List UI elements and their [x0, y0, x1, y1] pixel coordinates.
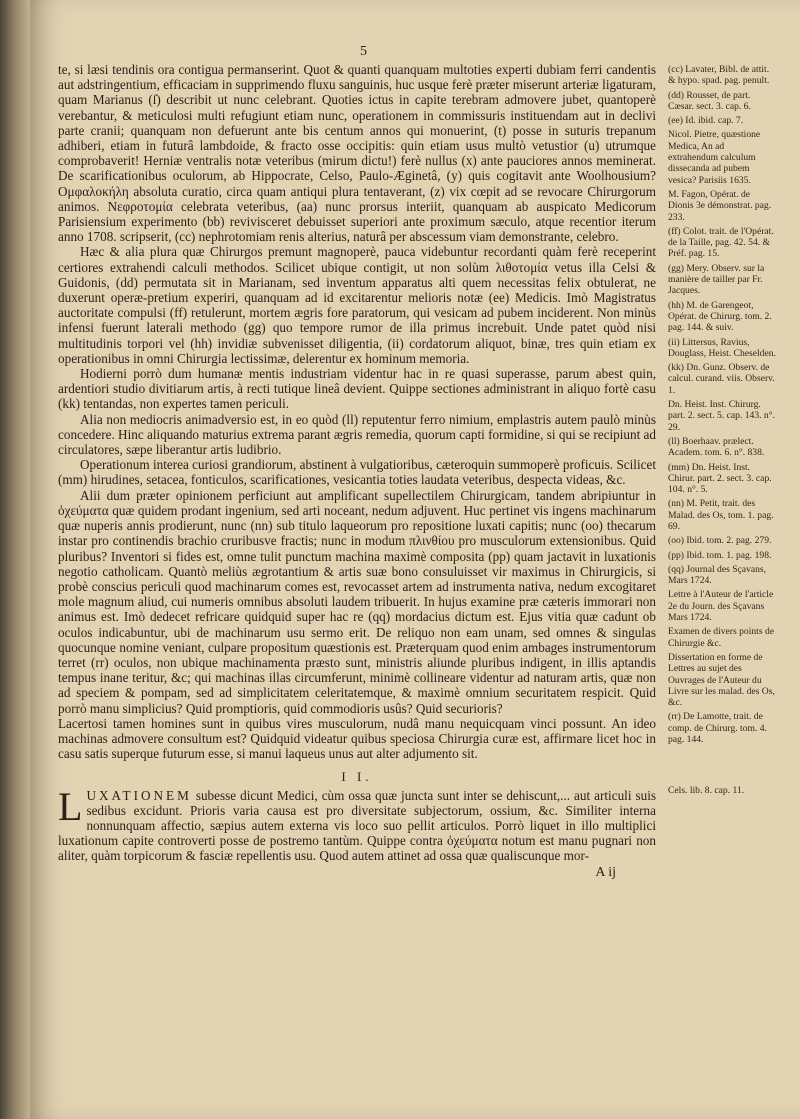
margin-note: (pp) Ibid. tom. 1. pag. 198.	[668, 549, 772, 561]
paragraph: Alii dum præter opinionem perficiunt aut amplificant supellectilem Chirurgicam, tandem abripiuntur in ὀχεύματα quæ quidem prodant ingenium, sed arti noceant, nedum adjuvent. Huc pertinet vis ingens machinarum quæ nuperis annis prodierunt, nunc (nn) sub titulo laqueorum pro repositione luxati capitis; nunc (oo) thecarum instar pro continendis brachio cruribusve fractis; nunc in modum πλινθίου pro musculorum extensionibus. Quid pluribus? Inventori si fides est, omne tulit punctum machina maximè composita (pp) quam jactavit in luxationis negotio catholicam. Quantò meliùs ægrotantium & artis suæ bono consuluisset vir maximus in Chirurgicis, si probè conscius periculi quod machinarum comes est, revocasset artem ad instrumenta nativa, nedum excogitaret mole magnum aliud, cui numeris omnibus absoluti laudem tribuerit. In hujus examine præ cæteris immorari non animus est. Imò dedecet refricare quidquid super hac re (qq) mordacius dictum est. Ejus vitia quæ cadunt ob oculos indicabuntur, ubi de machinarum usu sermo erit. De reliquo non eam unam, sed omnes & singulas quocunque nomine veniant, culpare propositum quæstionis est. Præterquam quod enim ambages instrumentorum terret (rr) oculos, non ubique machinamenta præsto sunt, ministris aliunde pluribus indigent, in illis aptandis tempus inane teritur, &c; qui machinas illas circumferunt, minimè collineare videntur ad naturam artis, quæ non ad speciem & pompam, sed ad simplicitatem celeritatemque, & maximè omnium securitatem respicit. Quid porrò manu simplicius? Quid promptioris, quid commodioris usûs? Quid securioris?	[58, 487, 656, 716]
paragraph: Hæc & alia plura quæ Chirurgos premunt magnoperè, pauca videbuntur recordanti quàm ferè receperint certiores extrahendi calculi methodos. Scilicet ubique contigit, ut non solùm λιθοτομία vetus illa Celsi & Guidonis, (dd) permutata sit in Marianam, sed inventum apparatus alti quem necessitas felix obtulerat, ne duxerunt operæ-pretium experiri, quanquam ad id excitarentur melioris notæ (ee) Medicis. Imò Magistratus auctoritate compulsi (ff) retulerunt, mortem ægris fore paratorum, qui vesicam ad pubem inciderent. Non minùs infensi fuerunt laterali methodo (gg) quo tempore rumor de illa primus increbuit. Unde patet quòd nisi multitudinis torpori vel (hh) invidiæ subvenisset diligentia, (ii) cordatorum aliquot, binæ, tres quin etiam ex operationibus in omni Chirurgia lectissimæ, delerentur ex hominum memoria.	[58, 244, 656, 366]
section-lead-word: UXATIONEM	[86, 787, 192, 803]
margin-note: (cc) Lavater, Bibl. de attit. & hypo. spad. pag. penult.	[668, 64, 770, 87]
margin-note: (ff) Colot. trait. de l'Opérat. de la Taille, pag. 42. 54. & Préf. pag. 15.	[668, 225, 774, 260]
signature-mark: A ij	[595, 864, 616, 880]
margin-note: Lettre à l'Auteur de l'article 2e du Journ. des Sçavans Mars 1724.	[668, 589, 774, 624]
paragraph: Hodierni porrò dum humanæ mentis industriam videntur hac in re quasi superasse, parum abest quin, ardentiori studio divitiarum artis, à recti tutique lineâ devient. Quippe sectiones administrant in aliquo fortè casu (kk) tentandas, non expertes tamen periculi.	[58, 366, 656, 412]
margin-note: (dd) Rousset, de part. Cæsar. sect. 3. cap. 6.	[668, 89, 751, 112]
section-paragraph	[58, 783, 657, 864]
paragraph: Alia non mediocris animadversio est, in eo quòd (ll) reputentur ferro nimium, emplastris autem paulò minùs concedere. Hinc aliquando maturius extrema parant ægris remedia, quorum capti formidine, si qui se recipiunt ad circulatores, sæpe liberantur artis ludibrio.	[58, 411, 656, 458]
page-number: 5	[360, 44, 367, 59]
margin-notes	[668, 64, 776, 800]
margin-note: Examen de divers points de Chirurgie &c.	[668, 626, 775, 649]
main-text-column	[58, 62, 656, 880]
margin-note: (ii) Littersus, Ravius, Douglass, Heist. Cheselden.	[668, 336, 776, 359]
margin-note: (rr) De Lamotte, trait. de comp. de Chirurg. tom. 4. pag. 144.	[668, 711, 767, 746]
section-text: subesse dicunt Medici, cùm ossa quæ juncta sunt inter se dehiscunt,... aut articuli suis sedibus excidunt. Prioris varia causa est pro diversitate subjectorum, ossium, &c. Similiter interna nonnunquam affectio, sæpius autem externa vis loco suo pellit articulos. Porrò liquet in illo multiplici luxationum capite controverti posse de postremo tantùm. Quippe contra ὀχεύματα notum est manu pugnari non aliter, quàm torpicorum & fasciæ repellentis usu. Quod autem attinet ad ossa quæ qualiscunque mor-	[58, 787, 657, 864]
margin-note: (ee) Id. ibid. cap. 7.	[668, 115, 744, 127]
paragraph: Lacertosi tamen homines sunt in quibus vires musculorum, nudâ manu nequicquam vinci possunt. An ideo machinas admovere consultum est? Quidquid videatur quibus speciosa Chirurgia curæ est, affirmare licet hoc in casu satis superque futurum esse, si manui laqueus unus aut alter adjumento sit.	[58, 715, 656, 762]
margin-note: Nicol. Pietre, quæstione Medica, An ad extrahendum calculum dissecanda ad pubem vesica? Parisiis 1635.	[668, 129, 761, 186]
margin-note: Dn. Heist. Inst. Chirurg. part. 2. sect. 5. cap. 143. n°. 29.	[668, 399, 775, 433]
margin-note: Dissertation en forme de Lettres au sujet des Ouvrages de l'Auteur du Livre sur les malad. des Os, &c.	[668, 651, 775, 709]
book-page	[30, 0, 800, 1119]
margin-note: M. Fagon, Opérat. de Dionis 3e démonstrat. pag. 233.	[668, 188, 772, 223]
margin-note: (qq) Journal des Sçavans, Mars 1724.	[668, 563, 767, 587]
margin-note: (hh) M. de Garengeot, Opérat. de Chirurg. tom. 2. pag. 144. & suiv.	[668, 299, 772, 334]
section-heading: I I.	[341, 769, 373, 785]
margin-note: (mm) Dn. Heist. Inst. Chirur. part. 2. sect. 3. cap. 104. n°. 5.	[668, 461, 772, 496]
margin-note-section: Cels. lib. 8. cap. 11.	[668, 785, 745, 797]
drop-cap: L	[58, 783, 83, 829]
margin-note: (oo) Ibid. tom. 2. pag. 279.	[668, 535, 772, 547]
paragraph: te, si læsi tendinis ora contigua permanserint. Quot & quanti quanquam multoties experti dubiam ferri candentis aut adstringentium, efficaciam in supprimendo fluxu sanguinis, huc usque ferè præter miserunt arteriæ ligaturam, quam Marianus (ſ) describit ut nunc celebrant. Quoties ictus in capite terebram admovere jubet, quantoperè verebantur, & meticulosi multi refugiunt etiam nunc, operationem in commissuris instituendam aut in declivi parte cranii; quanquam non defuerunt ante bis centum annos qui monuerint, (t) posse in suturis trepanum adhiberi, etiam in futurâ lambdoide, & fracto osse occipitis: quin etiam usus multò vetustior (u) utrumque comprobaverit! Herniæ ventralis notæ veteribus (mirum dictu!) ferè nullus (x) ante pauciores annos meminerat. De scarificationibus oculorum, ab Hippocrate, Celso, Paulo-Æginetâ, (y) quis cogitavit ante Woolhousium? Ομφαλοκήλη absoluta curatio, circa quam antiqui plura tentaverant, (z) vix cœpit ad se revocare Chirurgorum animos. Νεφροτομία celebrata veteribus, (aa) nunc prorsus interiit, quanquam ab auspicato Medicorum Parisiensium experimento (bb) revivisceret debuisset superiori ante proximum sæculo, atque recentior iterum anno 1708. scripserit, (cc) nephrotomiam renis alterius, naturâ per abscessum viam demonstrante, celebro.	[58, 62, 656, 245]
margin-note: (nn) M. Petit, trait. des Malad. des Os, tom. 1. pag. 69.	[668, 498, 774, 532]
margin-note: (gg) Mery. Observ. sur la manière de tailler par Fr. Jacques.	[668, 262, 765, 297]
paragraph: Operationum interea curiosi grandiorum, abstinent à vulgatioribus, cæteroquin summoperè proficuis. Scilicet (mm) hirudines, setacea, fonticulos, scarificationes, vesicantia toties laudata veteribus, despecta videas, &c.	[58, 457, 656, 488]
margin-note: (kk) Dn. Gunz. Observ. de calcul. curand. viis. Observ. 1.	[668, 362, 775, 396]
margin-note: (ll) Boerhaav. prælect. Academ. tom. 6. n°. 838.	[668, 435, 765, 459]
book-gutter	[0, 0, 30, 1119]
